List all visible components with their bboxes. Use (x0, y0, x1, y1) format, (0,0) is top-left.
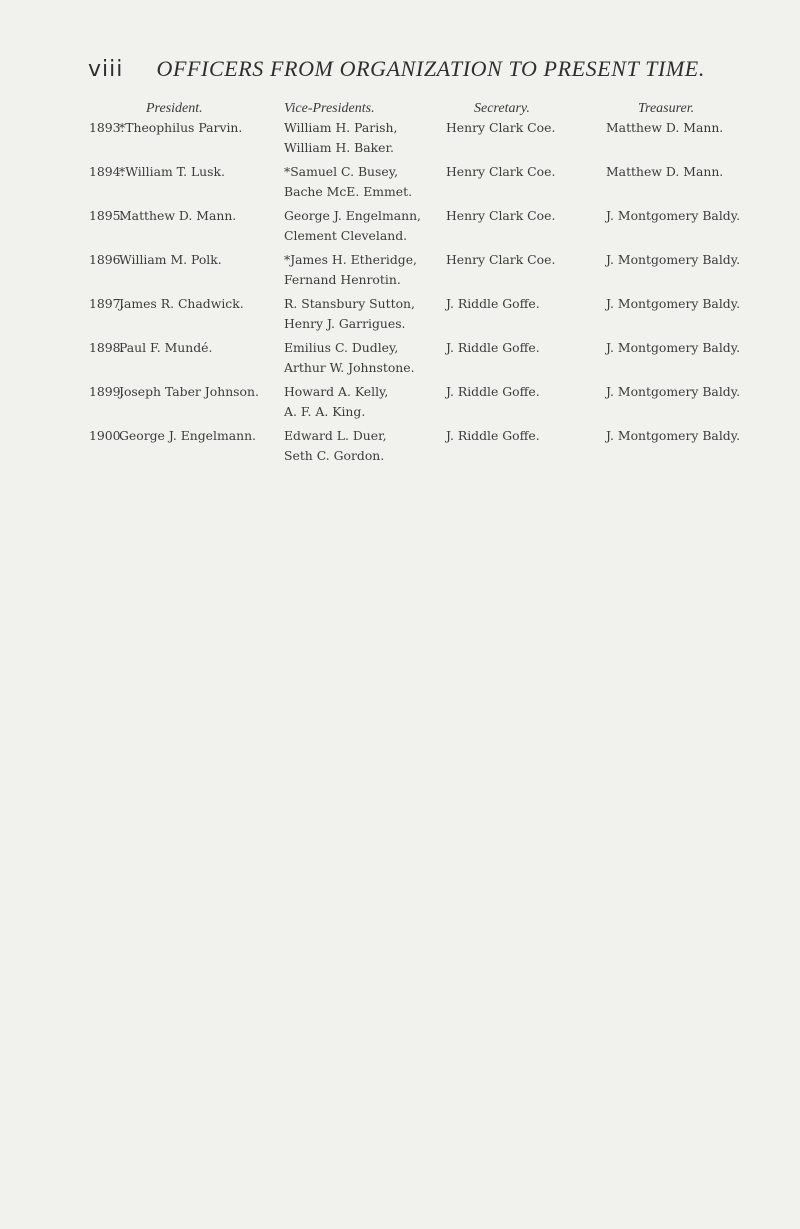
president-cell: James R. Chadwick. (119, 296, 244, 311)
year-cell: 1893. (89, 120, 125, 135)
year-cell: 1894. (89, 164, 125, 179)
vice-presidents-cell (284, 250, 417, 290)
vice-presidents-cell (284, 162, 412, 202)
secretary-cell: Henry Clark Coe. (446, 252, 556, 267)
column-header-vice-presidents: Vice-Presidents. (284, 101, 375, 116)
table-row (0, 250, 800, 294)
treasurer-cell: Matthew D. Mann. (606, 120, 724, 135)
vice-president-name: William H. Parish, (284, 120, 398, 135)
treasurer-cell: J. Montgomery Baldy. (606, 296, 741, 311)
table-row (0, 382, 800, 426)
secretary-cell: J. Riddle Goffe. (446, 384, 540, 399)
president-cell: George J. Engelmann. (119, 428, 256, 443)
treasurer-cell: J. Montgomery Baldy. (606, 384, 741, 399)
secretary-cell: J. Riddle Goffe. (446, 428, 540, 443)
president-cell: *Theophilus Parvin. (119, 120, 243, 135)
vice-president-name: A. F. A. King. (284, 404, 366, 419)
year-cell: 1897. (89, 296, 125, 311)
table-row (0, 426, 800, 470)
officers-table (0, 118, 800, 470)
year-cell: 1896. (89, 252, 125, 267)
treasurer-cell: J. Montgomery Baldy. (606, 208, 741, 223)
president-cell: Matthew D. Mann. (119, 208, 237, 223)
vice-president-name: Bache McE. Emmet. (284, 184, 413, 199)
secretary-cell: Henry Clark Coe. (446, 208, 556, 223)
year-cell: 1898. (89, 340, 125, 355)
page-header (88, 56, 788, 82)
table-row (0, 206, 800, 250)
table-row (0, 294, 800, 338)
vice-presidents-cell (284, 118, 397, 158)
vice-president-name: Henry J. Garrigues. (284, 316, 406, 331)
vice-president-name: Emilius C. Dudley, (284, 340, 399, 355)
vice-presidents-cell (284, 426, 387, 466)
vice-president-name: Clement Cleveland. (284, 228, 408, 243)
year-cell: 1895. (89, 208, 125, 223)
page-number: viii (88, 57, 124, 82)
treasurer-cell: J. Montgomery Baldy. (606, 340, 741, 355)
treasurer-cell: J. Montgomery Baldy. (606, 252, 741, 267)
secretary-cell: J. Riddle Goffe. (446, 340, 540, 355)
vice-president-name: *James H. Etheridge, (284, 252, 417, 267)
vice-president-name: Edward L. Duer, (284, 428, 387, 443)
vice-president-name: William H. Baker. (284, 140, 394, 155)
treasurer-cell: Matthew D. Mann. (606, 164, 724, 179)
president-cell: *William T. Lusk. (119, 164, 225, 179)
column-header-treasurer: Treasurer. (638, 101, 695, 116)
year-cell: 1900. (89, 428, 125, 443)
vice-president-name: Howard A. Kelly, (284, 384, 389, 399)
president-cell: William M. Polk. (119, 252, 222, 267)
vice-president-name: Fernand Henrotin. (284, 272, 401, 287)
secretary-cell: J. Riddle Goffe. (446, 296, 540, 311)
vice-presidents-cell (284, 382, 388, 422)
vice-presidents-cell (284, 206, 421, 246)
table-row (0, 118, 800, 162)
vice-presidents-cell (284, 338, 415, 378)
page-title: OFFICERS FROM ORGANIZATION TO PRESENT TIME. (156, 56, 705, 81)
vice-president-name: R. Stansbury Sutton, (284, 296, 415, 311)
table-row (0, 162, 800, 206)
secretary-cell: Henry Clark Coe. (446, 120, 556, 135)
column-header-president: President. (146, 101, 203, 116)
president-cell: Paul F. Mundé. (119, 340, 213, 355)
table-row (0, 338, 800, 382)
president-cell: Joseph Taber Johnson. (119, 384, 259, 399)
column-header-secretary: Secretary. (474, 101, 530, 116)
secretary-cell: Henry Clark Coe. (446, 164, 556, 179)
vice-president-name: George J. Engelmann, (284, 208, 421, 223)
vice-president-name: *Samuel C. Busey, (284, 164, 399, 179)
treasurer-cell: J. Montgomery Baldy. (606, 428, 741, 443)
vice-presidents-cell (284, 294, 415, 334)
year-cell: 1899. (89, 384, 125, 399)
vice-president-name: Seth C. Gordon. (284, 448, 385, 463)
vice-president-name: Arthur W. Johnstone. (284, 360, 415, 375)
